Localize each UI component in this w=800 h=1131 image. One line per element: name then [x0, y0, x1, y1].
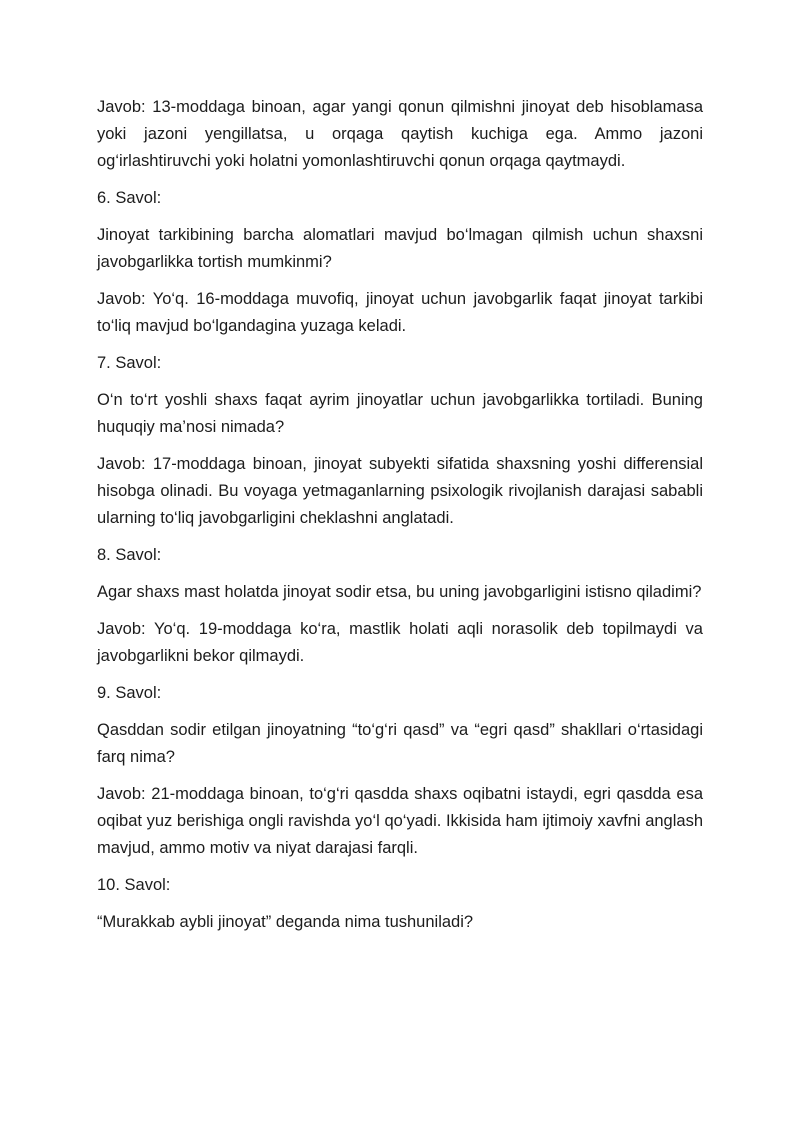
- document-body: [97, 94, 703, 946]
- answer-paragraph-8: Javob: Yo‘q. 19-moddaga ko‘ra, mastlik holati aqli norasolik deb topilmaydi va javobgarlikni bekor qilmaydi.: [97, 620, 703, 665]
- question-heading-6: 6. Savol:: [97, 189, 162, 207]
- answer-paragraph-5: Javob: 13-moddaga binoan, agar yangi qonun qilmishni jinoyat deb hisoblamasa yoki jazoni yengillatsa, u orqaga qaytish kuchiga ega. Ammo jazoni og‘irlashtiruvchi yoki holatni yomonlashtiruvchi qonun orqaga qaytmaydi.: [97, 98, 703, 170]
- question-heading-10: 10. Savol:: [97, 876, 171, 894]
- question-text-7: O‘n to‘rt yoshli shaxs faqat ayrim jinoyatlar uchun javobgarlikka tortiladi. Buning huquqiy ma’nosi nimada?: [97, 391, 703, 436]
- question-heading-9: 9. Savol:: [97, 684, 162, 702]
- question-text-8: Agar shaxs mast holatda jinoyat sodir etsa, bu uning javobgarligini istisno qiladimi?: [97, 583, 702, 601]
- question-heading-7: 7. Savol:: [97, 354, 162, 372]
- answer-paragraph-7: Javob: 17-moddaga binoan, jinoyat subyekti sifatida shaxsning yoshi differensial hisobga olinadi. Bu voyaga yetmaganlarning psixologik rivojlanish darajasi sababli ularning to‘liq javobgarligini cheklashni anglatadi.: [97, 455, 703, 527]
- answer-paragraph-6: Javob: Yo‘q. 16-moddaga muvofiq, jinoyat uchun javobgarlik faqat jinoyat tarkibi to‘liq mavjud bo‘lgandagina yuzaga keladi.: [97, 290, 703, 335]
- question-heading-8: 8. Savol:: [97, 546, 162, 564]
- question-text-10: “Murakkab aybli jinoyat” deganda nima tushuniladi?: [97, 913, 474, 931]
- question-text-9: Qasddan sodir etilgan jinoyatning “to‘g‘ri qasd” va “egri qasd” shakllari o‘rtasidagi farq nima?: [97, 721, 703, 766]
- question-text-6: Jinoyat tarkibining barcha alomatlari mavjud bo‘lmagan qilmish uchun shaxsni javobgarlikka tortish mumkinmi?: [97, 226, 703, 271]
- answer-paragraph-9: Javob: 21-moddaga binoan, to‘g‘ri qasdda shaxs oqibatni istaydi, egri qasdda esa oqibat yuz berishiga ongli ravishda yo‘l qo‘yadi. Ikkisida ham ijtimoiy xavfni anglash mavjud, ammo motiv va niyat darajasi farqli.: [97, 785, 703, 857]
